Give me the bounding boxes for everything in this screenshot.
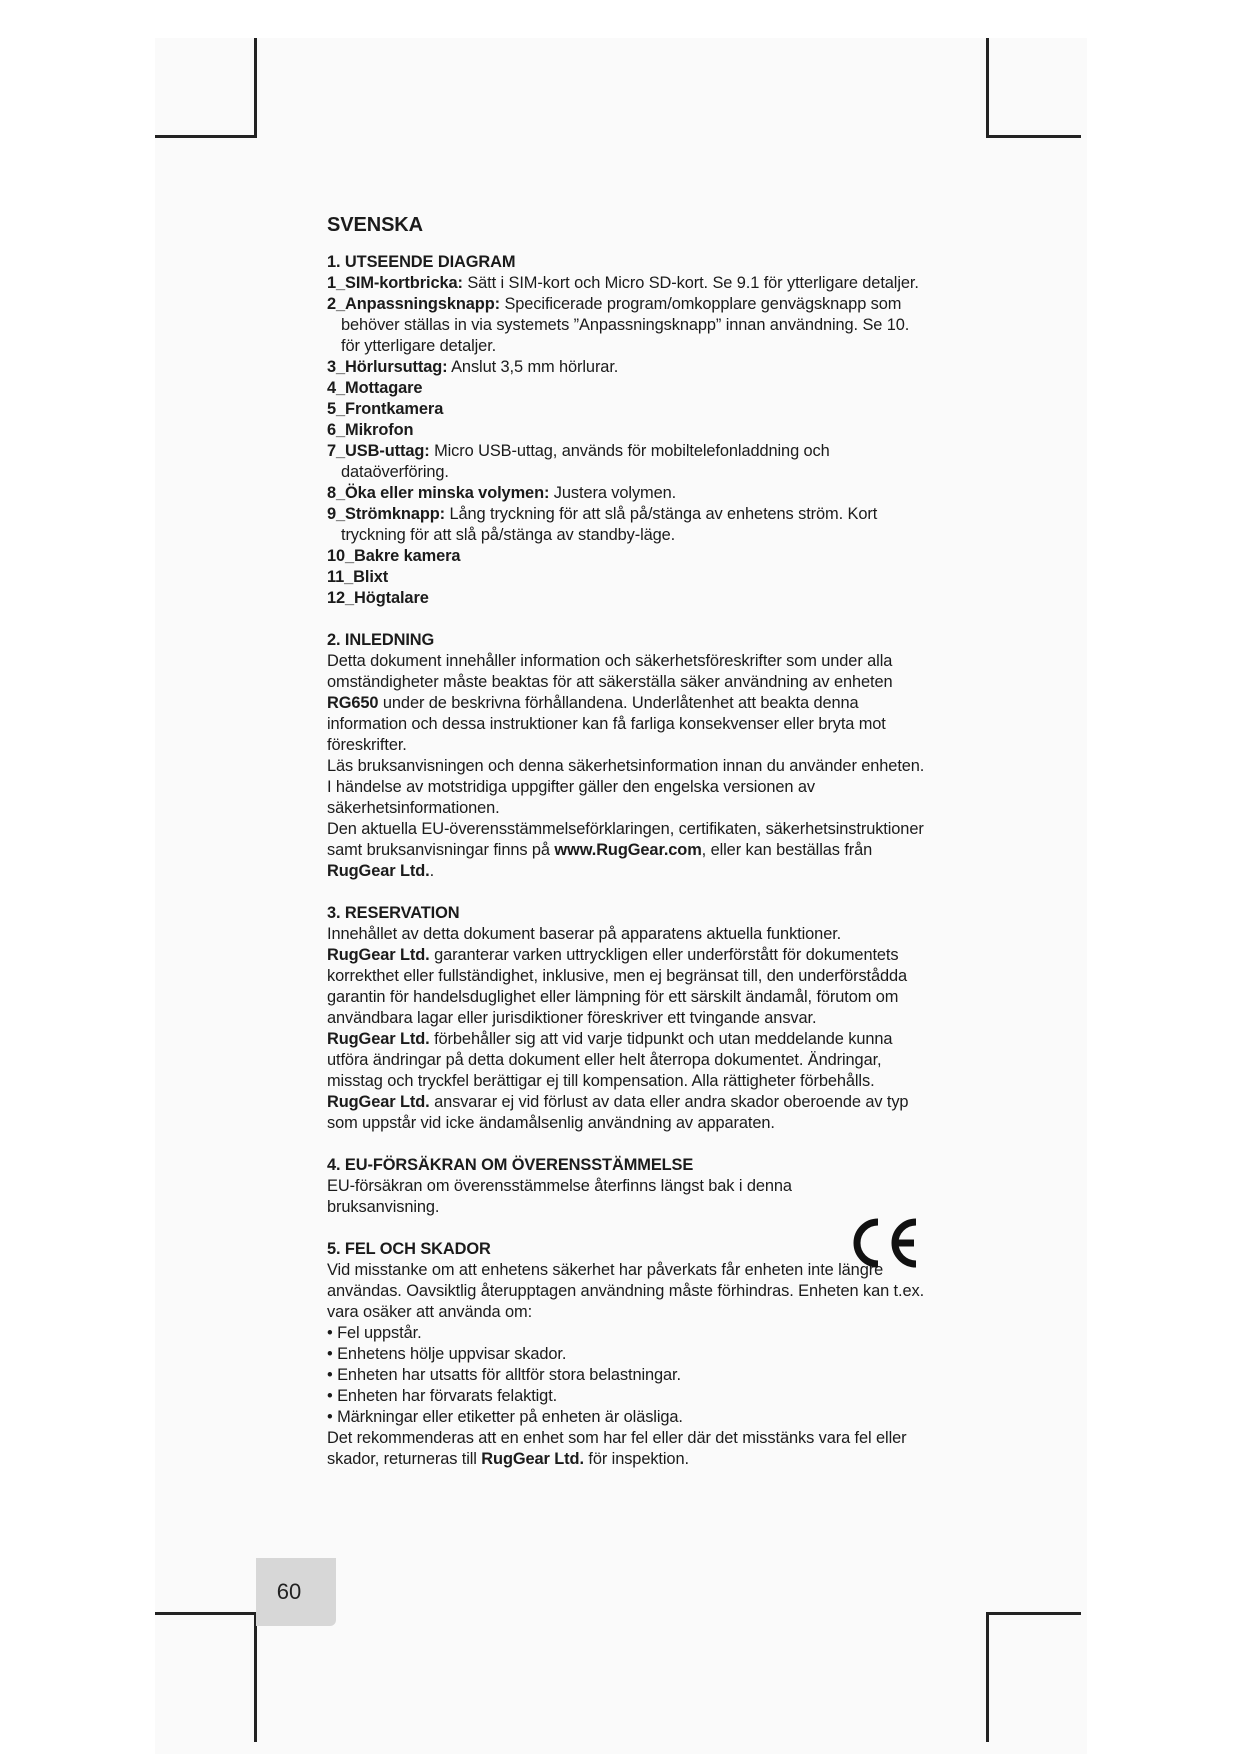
bullet-item: • Enhetens hölje uppvisar skador. [327, 1345, 567, 1363]
list-item: 10_Bakre kamera [327, 547, 461, 565]
list-item: 6_Mikrofon [327, 421, 414, 439]
crop-mark-top-left-v [254, 38, 257, 138]
list-item: 1_SIM-kortbricka: Sätt i SIM-kort och Micro SD-kort. Se 9.1 för ytterligare detaljer. [327, 274, 919, 292]
section-1-list [327, 273, 927, 609]
section-5-paragraph-2: Det rekommenderas att en enhet som har fel eller där det misstänks vara fel eller skador, returneras till RugGear Ltd. för inspektion. [327, 1429, 907, 1468]
section-3-paragraph-4: RugGear Ltd. ansvarar ej vid förlust av data eller andra skador oberoende av typ som uppstår vid icke ändamålsenlig användning av apparaten. [327, 1093, 909, 1132]
section-4-paragraph: EU-försäkran om överensstämmelse återfinns längst bak i denna bruksanvisning. [327, 1177, 792, 1216]
section-5-paragraph-1: Vid misstanke om att enhetens säkerhet har påverkats får enheten inte längre användas. Oavsiktlig återupptagen användning måste förhindras. Enheten kan t.ex. vara osäker att använda om: [327, 1261, 925, 1321]
list-item: 11_Blixt [327, 568, 389, 586]
crop-mark-top-right-v [986, 38, 989, 138]
bullet-item: • Fel uppstår. [327, 1324, 422, 1342]
language-heading: SVENSKA [327, 214, 423, 236]
section-4-heading: 4. EU-FÖRSÄKRAN OM ÖVERENSSTÄMMELSE [327, 1156, 694, 1174]
list-item: 5_Frontkamera [327, 400, 444, 418]
ce-mark-icon [848, 1216, 920, 1270]
website-link[interactable]: www.RugGear.com [554, 841, 702, 859]
page-number: 60 [256, 1558, 336, 1626]
crop-mark-bottom-left-v [254, 1612, 257, 1742]
crop-mark-bottom-left-h [155, 1612, 257, 1615]
crop-mark-bottom-right-v [986, 1612, 989, 1742]
section-2-heading: 2. INLEDNING [327, 631, 435, 649]
section-1-heading: 1. UTSEENDE DIAGRAM [327, 253, 516, 271]
crop-mark-bottom-right-h [986, 1612, 1081, 1615]
section-2-paragraph-3: Den aktuella EU-överensstämmelseförklaringen, certifikaten, säkerhetsinstruktioner samt bruksanvisningar finns på www.RugGear.com, eller kan beställas från RugGear Ltd.. [327, 820, 924, 880]
bullet-item: • Märkningar eller etiketter på enheten är oläsliga. [327, 1408, 683, 1426]
list-item: 9_Strömknapp: Lång tryckning för att slå på/stänga av enhetens ström. Kort tryckning för att slå på/stänga av standby-läge. [327, 505, 878, 544]
section-3-paragraph-3: RugGear Ltd. förbehåller sig att vid varje tidpunkt och utan meddelande kunna utföra ändringar på detta dokument eller helt återropa dokumentet. Ändringar, misstag och tryckfel berättigar ej till kompensation. Alla rättigheter förbehålls. [327, 1030, 893, 1090]
document-body [327, 212, 927, 1470]
section-3-paragraph-2: RugGear Ltd. garanterar varken uttryckligen eller underförstått för dokumentets korrekthet eller fullständighet, inklusive, men ej begränsat till, den underförstådda garantin för handelsduglighet eller lämpning för ett särskilt ändamål, förutom om användbara lagar eller jurisdiktioner föreskriver ett tvingande ansvar. [327, 946, 908, 1027]
section-3-heading: 3. RESERVATION [327, 904, 460, 922]
section-5-heading: 5. FEL OCH SKADOR [327, 1240, 491, 1258]
list-item: 8_Öka eller minska volymen: Justera volymen. [327, 484, 677, 502]
list-item: 2_Anpassningsknapp: Specificerade program/omkopplare genvägsknapp som behöver ställas in via systemets ”Anpassningsknapp” innan användning. Se 10. för ytterligare detaljer. [327, 295, 910, 355]
bullet-item: • Enheten har förvarats felaktigt. [327, 1387, 558, 1405]
crop-mark-top-right-h [986, 135, 1081, 138]
bullet-item: • Enheten har utsatts för alltför stora belastningar. [327, 1366, 681, 1384]
section-3-paragraph-1: Innehållet av detta dokument baserar på apparatens aktuella funktioner. [327, 925, 842, 943]
section-2-paragraph-1: Detta dokument innehåller information och säkerhetsföreskrifter som under alla omständigheter måste beaktas för att säkerställa säker användning av enheten RG650 under de beskrivna förhållandena. Underlåtenhet att beakta denna information och dessa instruktioner kan få farliga konsekvenser eller bryta mot föreskrifter. [327, 652, 893, 754]
list-item: 3_Hörlursuttag: Anslut 3,5 mm hörlurar. [327, 358, 619, 376]
list-item: 7_USB-uttag: Micro USB-uttag, används för mobiltelefonladdning och dataöverföring. [327, 442, 830, 481]
section-2-paragraph-2: Läs bruksanvisningen och denna säkerhetsinformation innan du använder enheten. I händelse av motstridiga uppgifter gäller den engelska versionen av säkerhetsinformationen. [327, 757, 925, 817]
list-item: 12_Högtalare [327, 589, 429, 607]
crop-mark-top-left-h [155, 135, 257, 138]
section-4-block [327, 1155, 927, 1218]
list-item: 4_Mottagare [327, 379, 423, 397]
